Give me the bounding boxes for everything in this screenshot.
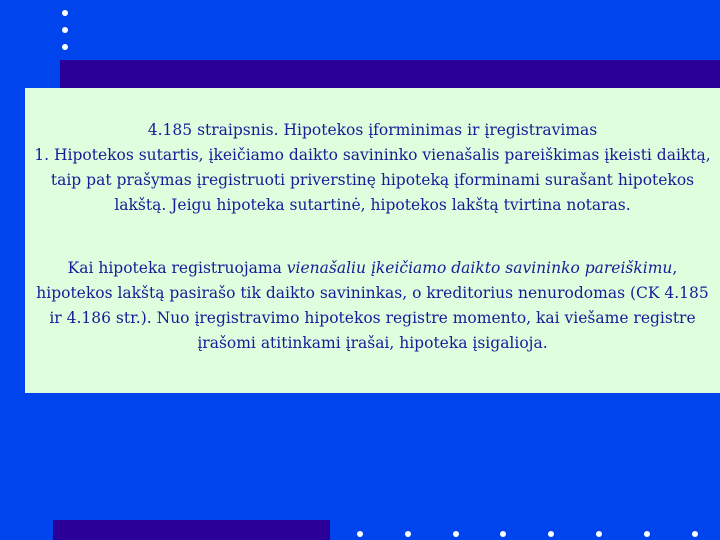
decor-dot-bottom-3 [453, 531, 459, 537]
decor-dot-top-3 [62, 44, 68, 50]
decor-dot-bottom-4 [500, 531, 506, 537]
paragraph-1 [33, 118, 712, 218]
decor-dot-bottom-8 [692, 531, 698, 537]
paragraph-2-lead: Kai hipoteka registruojama [67, 259, 287, 277]
decor-dot-bottom-5 [548, 531, 554, 537]
paragraph-2 [33, 256, 712, 356]
paragraph-2-emphasis: vienašaliu įkeičiamo daikto savininko pareiškimu [286, 259, 673, 277]
decor-dot-bottom-1 [357, 531, 363, 537]
paragraph-2-rest: , hipotekos lakštą pasirašo tik daikto savininkas, o kreditorius nenurodomas (CK 4.185 ir 4.186 str.). Nuo įregistravimo hipotekos registre momento, kai viešame registre įrašomi atitinkami įrašai, hipoteka įsigalioja. [36, 259, 709, 352]
decor-dot-bottom-2 [405, 531, 411, 537]
decor-dot-bottom-7 [644, 531, 650, 537]
decor-dot-top-2 [62, 27, 68, 33]
article-title: 4.185 straipsnis. Hipotekos įforminimas ir įregistravimas [147, 121, 598, 139]
top-accent-bar [60, 60, 720, 88]
article-body: 1. Hipotekos sutartis, įkeičiamo daikto savininko vienašalis pareiškimas įkeisti daiktą, taip pat prašymas įregistruoti priverstinę hipoteką įforminami surašant hipotekos lakštą. Jeigu hipoteka sutartinė, hipotekos lakštą tvirtina notaras. [34, 146, 711, 214]
slide-text-box [25, 88, 720, 393]
decor-dot-bottom-6 [596, 531, 602, 537]
decor-dot-top-1 [62, 10, 68, 16]
bottom-accent-bar [53, 520, 330, 540]
